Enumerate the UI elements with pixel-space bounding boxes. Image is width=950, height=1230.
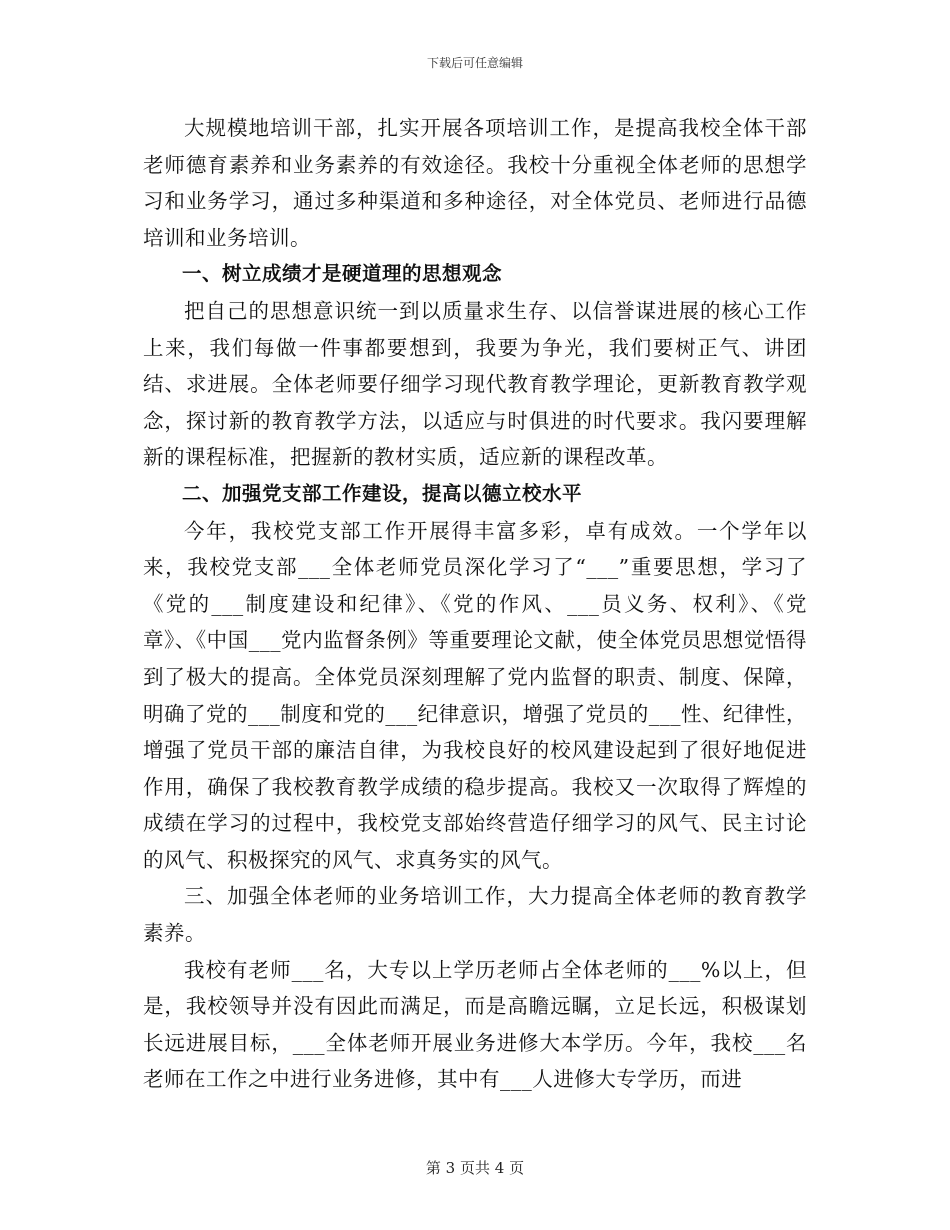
paragraph-section-3: 我校有老师___名，大专以上学历老师占全体老师的___%以上，但是，我校领导并没有因此而满足，而是高瞻远瞩，立足长远，积极谋划长远进展目标，___全体老师开展业务进修大本学历。今年，我校___名老师在工作之中进行业务进修，其中有___人进修大专学历，而进 xyxy=(143,957,807,1092)
page-number: 第 3 页共 4 页 xyxy=(425,1159,525,1177)
page-header-note: 下载后可任意编辑 xyxy=(426,56,523,70)
paragraph-section-2: 今年，我校党支部工作开展得丰富多彩，卓有成效。一个学年以来，我校党支部___全体老师党员深化学习了“___”重要思想，学习了《党的___制度建设和纪律》、《党的作风、___员义务、权利》、《党章》、《中国___党内监督条例》等重要理论文献，使全体党员思想觉悟得到了极大的提高。全体党员深刻理解了党内监督的职责、制度、保障，明确了党的___制度和党的___纪律意识，增强了党员的___性、纪律性，增强了党员干部的廉洁自律，为我校良好的校风建设起到了很好地促进作用，确保了我校教育教学成绩的稳步提高。我校又一次取得了辉煌的成绩在学习的过程中，我校党支部始终营造仔细学习的风气、民主讨论的风气、积极探究的风气、求真务实的风气。 xyxy=(143,518,807,872)
section-heading-3: 三、加强全体老师的业务培训工作，大力提高全体老师的教育教学素养。 xyxy=(143,884,807,946)
section-heading-1: 一、树立成绩才是硬道理的思想观念 xyxy=(182,262,503,286)
paragraph-intro: 大规模地培训干部，扎实开展各项培训工作，是提高我校全体干部老师德育素养和业务素养的有效途径。我校十分重视全体老师的思想学习和业务学习，通过多种渠道和多种途径，对全体党员、老师进行品德培训和业务培训。 xyxy=(143,116,807,250)
document-body xyxy=(143,110,807,1098)
paragraph-section-1: 把自己的思想意识统一到以质量求生存、以信誉谋进展的核心工作上来，我们每做一件事都要想到，我要为争光，我们要树正气、讲团结、求进展。全体老师要仔细学习现代教育教学理论，更新教育教学观念，探讨新的教育教学方法，以适应与时俱进的时代要求。我闪要理解新的课程标准，把握新的教材实质，适应新的课程改革。 xyxy=(143,298,807,470)
section-heading-2: 二、加强党支部工作建设，提高以德立校水平 xyxy=(182,481,583,505)
